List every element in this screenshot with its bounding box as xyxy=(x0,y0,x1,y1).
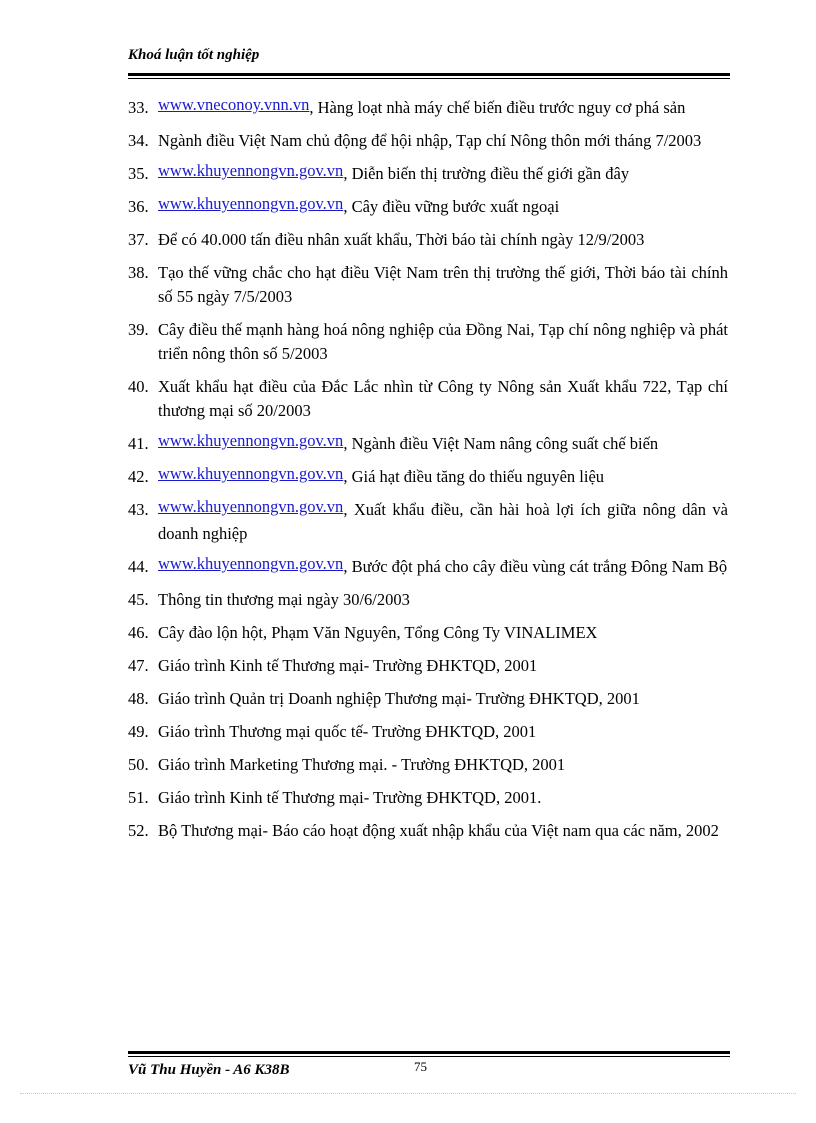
reference-number: 48. xyxy=(128,689,149,708)
reference-list xyxy=(128,96,728,852)
reference-number: 36. xyxy=(128,197,149,216)
reference-item xyxy=(128,786,728,810)
reference-text: Giáo trình Quản trị Doanh nghiệp Thương mại- Trường ĐHKTQD, 2001 xyxy=(158,689,640,708)
reference-link[interactable]: www.khuyennongvn.gov.vn xyxy=(158,161,344,180)
reference-number: 41. xyxy=(128,434,149,453)
reference-item xyxy=(128,720,728,744)
reference-number: 52. xyxy=(128,821,149,840)
reference-number: 40. xyxy=(128,377,149,396)
reference-text: , Xuất khẩu điều, cần hài hoà lợi ích giữa nông dân và doanh nghiệp xyxy=(158,500,728,543)
reference-number: 45. xyxy=(128,590,149,609)
reference-text: , Cây điều vững bước xuất ngoại xyxy=(343,197,560,216)
reference-link[interactable]: www.khuyennongvn.gov.vn xyxy=(158,194,344,213)
reference-item xyxy=(128,654,728,678)
reference-link[interactable]: www.khuyennongvn.gov.vn xyxy=(158,497,344,516)
reference-item xyxy=(128,129,728,153)
reference-text: Thông tin thương mại ngày 30/6/2003 xyxy=(158,590,410,609)
reference-number: 42. xyxy=(128,467,149,486)
reference-text: Xuất khẩu hạt điều của Đắc Lắc nhìn từ Công ty Nông sản Xuất khẩu 722, Tạp chí thương mại số 20/2003 xyxy=(158,377,728,420)
reference-number: 35. xyxy=(128,164,149,183)
reference-text: Giáo trình Thương mại quốc tế- Trường ĐHKTQD, 2001 xyxy=(158,722,537,741)
footer-rule-thick xyxy=(128,1051,730,1054)
reference-number: 46. xyxy=(128,623,149,642)
reference-text: Cây đào lộn hột, Phạm Văn Nguyên, Tổng Công Ty VINALIMEX xyxy=(158,623,598,642)
reference-text: Bộ Thương mại- Báo cáo hoạt động xuất nhập khẩu của Việt nam qua các năm, 2002 xyxy=(158,821,719,840)
reference-link[interactable]: www.khuyennongvn.gov.vn xyxy=(158,464,344,483)
reference-item xyxy=(128,261,728,309)
reference-text: Giáo trình Kinh tế Thương mại- Trường ĐHKTQD, 2001 xyxy=(158,656,538,675)
reference-text: Giáo trình Kinh tế Thương mại- Trường ĐHKTQD, 2001. xyxy=(158,788,542,807)
reference-item xyxy=(128,465,728,489)
reference-number: 39. xyxy=(128,320,149,339)
reference-number: 38. xyxy=(128,263,149,282)
reference-number: 43. xyxy=(128,500,149,519)
reference-text: Để có 40.000 tấn điều nhân xuất khẩu, Thời báo tài chính ngày 12/9/2003 xyxy=(158,230,645,249)
page-number: 75 xyxy=(414,1059,427,1074)
reference-text: Ngành điều Việt Nam chủ động để hội nhập, Tạp chí Nông thôn mới tháng 7/2003 xyxy=(158,131,702,150)
reference-link[interactable]: www.vneconoy.vnn.vn xyxy=(158,95,310,114)
reference-text: , Bước đột phá cho cây điều vùng cát trắng Đông Nam Bộ xyxy=(343,557,728,576)
reference-item xyxy=(128,588,728,612)
reference-text: , Ngành điều Việt Nam nâng công suất chế biến xyxy=(343,434,659,453)
reference-text: Cây điều thế mạnh hàng hoá nông nghiệp của Đồng Nai, Tạp chí nông nghiệp và phát triển nông thôn số 5/2003 xyxy=(158,320,728,363)
reference-number: 51. xyxy=(128,788,149,807)
reference-item xyxy=(128,375,728,423)
reference-item xyxy=(128,96,728,120)
reference-link[interactable]: www.khuyennongvn.gov.vn xyxy=(158,554,344,573)
reference-item xyxy=(128,432,728,456)
reference-text: Tạo thế vững chắc cho hạt điều Việt Nam trên thị trường thế giới, Thời báo tài chính số 55 ngày 7/5/2003 xyxy=(158,263,728,306)
reference-number: 47. xyxy=(128,656,149,675)
reference-link[interactable]: www.khuyennongvn.gov.vn xyxy=(158,431,344,450)
footer-author: Vũ Thu Huyền - A6 K38B xyxy=(128,1062,290,1078)
reference-text: , Diễn biến thị trường điều thế giới gần đây xyxy=(343,164,630,183)
reference-item xyxy=(128,819,728,843)
reference-item xyxy=(128,162,728,186)
reference-item xyxy=(128,753,728,777)
reference-text: , Hàng loạt nhà máy chế biến điều trước nguy cơ phá sản xyxy=(309,98,686,117)
reference-item xyxy=(128,228,728,252)
reference-item xyxy=(128,621,728,645)
reference-number: 49. xyxy=(128,722,149,741)
reference-number: 44. xyxy=(128,557,149,576)
reference-number: 33. xyxy=(128,98,149,117)
reference-number: 37. xyxy=(128,230,149,249)
reference-item xyxy=(128,498,728,546)
page-edge-dotted-line xyxy=(20,1093,796,1094)
reference-item xyxy=(128,318,728,366)
reference-number: 50. xyxy=(128,755,149,774)
header-rule-thin xyxy=(128,78,730,79)
reference-item xyxy=(128,687,728,711)
header-title: Khoá luận tốt nghiệp xyxy=(128,47,260,63)
footer-rule-thin xyxy=(128,1056,730,1057)
reference-text: Giáo trình Marketing Thương mại. - Trường ĐHKTQD, 2001 xyxy=(158,755,566,774)
reference-item xyxy=(128,195,728,219)
reference-item xyxy=(128,555,728,579)
reference-number: 34. xyxy=(128,131,149,150)
reference-text: , Giá hạt điều tăng do thiếu nguyên liệu xyxy=(343,467,605,486)
header-rule-thick xyxy=(128,73,730,76)
